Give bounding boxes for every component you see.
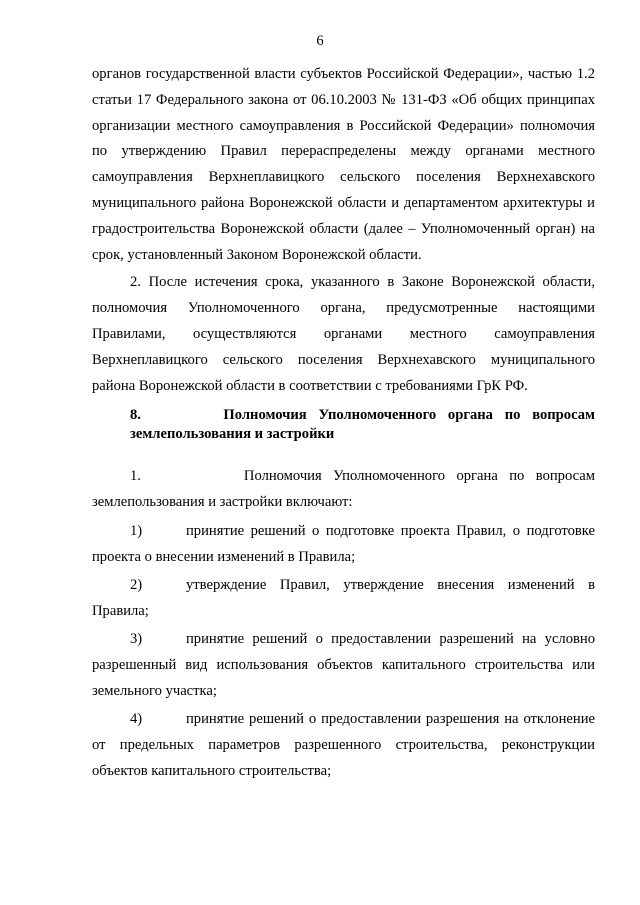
section-title: Полномочия Уполномоченного органа по вопросам землепользования и застройки [130, 407, 595, 443]
document-body [92, 62, 595, 786]
paragraph-intro: органов государственной власти субъектов Российской Федерации», частью 1.2 статьи 17 Федерального закона от 06.10.2003 № 131-ФЗ «Об общих принципах организации местного самоуправления в Российской Федерации» полномочия по утверждению Правил перераспределены между органами местного самоуправления Верхнеплавицкого сельского поселения Верхнехавского муниципального района Воронежской области и департаментом архитектуры и градостроительства Воронежской области (далее – Уполномоченный орган) на срок, установленный Законом Воронежской области. [92, 66, 595, 263]
paragraph-2: 2. После истечения срока, указанного в Законе Воронежской области, полномочия Уполномоченного органа, предусмотренные настоящими Правилами, осуществляются органами местного самоуправления Верхнеплавицкого сельского поселения Верхнехавского муниципального района Воронежской области в соответствии с требованиями ГрК РФ. [92, 274, 595, 394]
section-paragraph-1-text: Полномочия Уполномоченного органа по вопросам землепользования и застройки включают: [92, 468, 596, 511]
list-item [92, 572, 595, 624]
section-heading [92, 406, 595, 444]
list-item-text: принятие решений о предоставлении разрешения на отклонение от предельных параметров разрешенного строительства, реконструкции объектов капитального строительства; [92, 710, 595, 779]
list-item [92, 518, 595, 570]
list-item-number: 4) [130, 710, 143, 727]
list-item-number: 1) [130, 522, 143, 539]
list-item-text: принятие решений о подготовке проекта Правил, о подготовке проекта о внесении изменений в Правила; [92, 522, 595, 565]
section-paragraph-1-number: 1. [130, 468, 141, 485]
list-item [92, 626, 595, 704]
list-item [92, 706, 595, 784]
list-item-number: 3) [130, 630, 143, 647]
list-item-number: 2) [130, 576, 143, 593]
page-number: 6 [316, 33, 324, 49]
section-paragraph-1 [92, 464, 595, 516]
list-item-text: принятие решений о предоставлении разрешений на условно разрешенный вид использования объектов капитального строительства или земельного участка; [92, 630, 595, 699]
section-number: 8. [130, 407, 141, 424]
list-item-text: утверждение Правил, утверждение внесения изменений в Правила; [92, 576, 595, 619]
